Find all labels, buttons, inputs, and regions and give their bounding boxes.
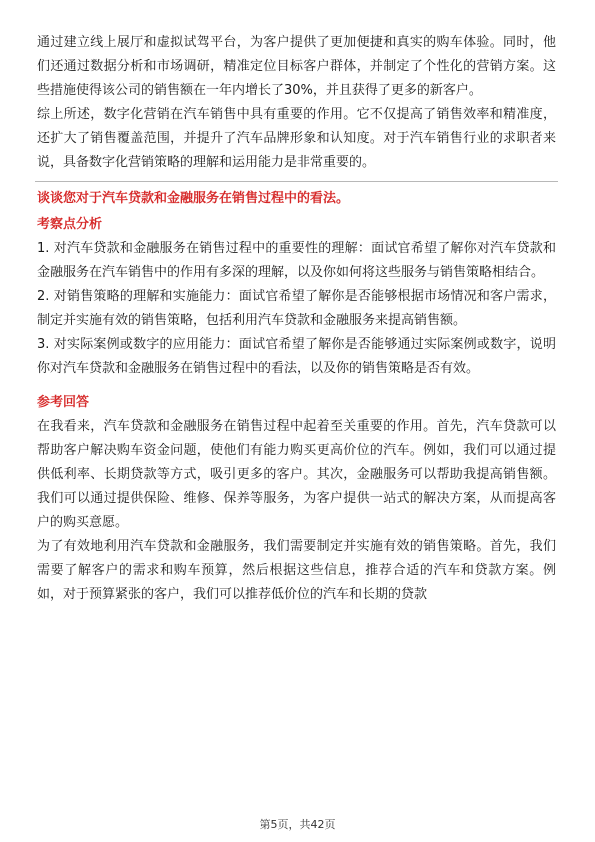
question-heading: 谈谈您对于汽车贷款和金融服务在销售过程中的看法。: [37, 191, 350, 206]
analysis-title: 考察点分析: [37, 217, 103, 232]
answer-paragraph-2: 为了有效地利用汽车贷款和金融服务，我们需要制定并实施有效的销售策略。首先，我们需要了解客户的需求和购车预算，然后根据这些信息，推荐合适的汽车和贷款方案。例如，对于预算紧张的客户，我们可以推荐低价位的汽车和长期的贷款: [37, 539, 556, 602]
page-number: 第5页，共42页: [259, 818, 336, 831]
intro-paragraph-1: 通过建立线上展厅和虚拟试驾平台，为客户提供了更加便捷和真实的购车体验。同时，他们还通过数据分析和市场调研，精准定位目标客户群体，并制定了个性化的营销方案。这些措施使得该公司的销售额在一年内增长了30%，并且获得了更多的新客户。: [37, 35, 556, 98]
answer-paragraph-1: 在我看来，汽车贷款和金融服务在销售过程中起着至关重要的作用。首先，汽车贷款可以帮助客户解决购车资金问题，使他们有能力购买更高价位的汽车。例如，我们可以通过提供低利率、长期贷款等方式，吸引更多的客户。其次，金融服务可以帮助我提高销售额。我们可以通过提供保险、维修、保养等服务，为客户提供一站式的解决方案，从而提高客户的购买意愿。: [37, 419, 556, 530]
section-divider: [35, 181, 558, 182]
analysis-point-1: 1. 对汽车贷款和金融服务在销售过程中的重要性的理解：面试官希望了解你对汽车贷款和金融服务在汽车销售中的作用有多深的理解，以及你如何将这些服务与销售策略相结合。: [37, 241, 556, 280]
intro-paragraph-2: 综上所述，数字化营销在汽车销售中具有重要的作用。它不仅提高了销售效率和精准度，还扩大了销售覆盖范围，并提升了汽车品牌形象和认知度。对于汽车销售行业的求职者来说，具备数字化营销策略的理解和运用能力是非常重要的。: [37, 107, 556, 170]
answer-title: 参考回答: [37, 395, 90, 410]
analysis-point-2: 2. 对销售策略的理解和实施能力：面试官希望了解你是否能够根据市场情况和客户需求，制定并实施有效的销售策略，包括利用汽车贷款和金融服务来提高销售额。: [37, 289, 556, 328]
analysis-point-3: 3. 对实际案例或数字的应用能力：面试官希望了解你是否能够通过实际案例或数字，说明你对汽车贷款和金融服务在销售过程中的看法，以及你的销售策略是否有效。: [37, 337, 556, 376]
